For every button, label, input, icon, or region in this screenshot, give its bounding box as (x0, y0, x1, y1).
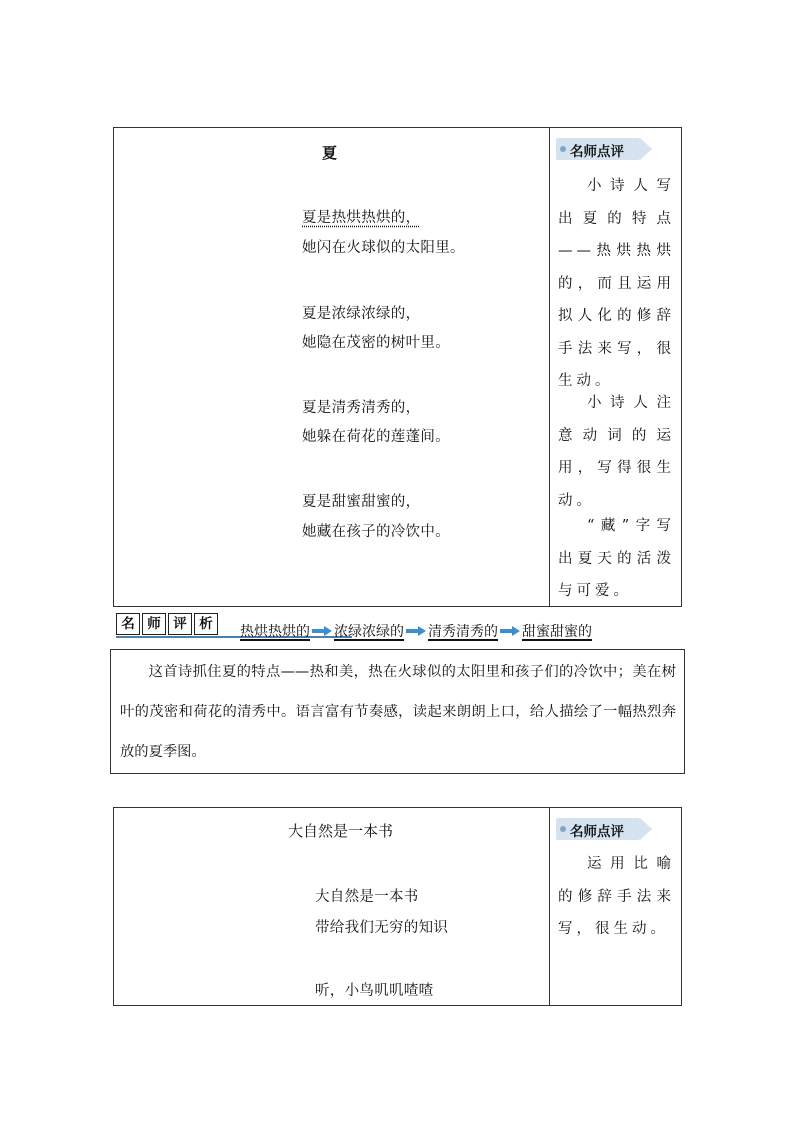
poem-line: 夏是甜蜜甜蜜的， (302, 494, 421, 510)
poem-line: 夏是浓绿浓绿的， (302, 306, 421, 322)
poem-title: 夏 (322, 144, 338, 162)
badge-char: 析 (194, 613, 218, 635)
flow-item: 热烘热烘的 (240, 624, 310, 640)
flow-item: 甜蜜甜蜜的 (522, 624, 592, 640)
badge-label: 名师点评 (570, 144, 624, 160)
badge-arrow-icon (640, 138, 652, 160)
badge-char: 评 (168, 613, 192, 635)
badge-dot-icon (560, 826, 566, 832)
arrow-right-icon (500, 627, 520, 635)
poem-line (302, 206, 420, 227)
badge-arrow-icon (640, 818, 652, 840)
flow-item: 清秀清秀的 (428, 624, 498, 640)
analysis-text: 这首诗抓住夏的特点——热和美，热在火球似的太阳里和孩子们的冷饮中；美在树叶的茂密和荷花的清秀中。语言富有节奏感，读起来朗朗上口，给人描绘了一幅热烈奔放的夏季图。 (120, 664, 676, 760)
poem-line-text: 夏是热烘热烘的， (302, 210, 421, 226)
comment-3: “藏”字写出夏天的活泼与可爱。 (558, 518, 675, 599)
poem-body (114, 128, 550, 606)
arrow-right-icon (406, 627, 426, 635)
poem-line: 夏是清秀清秀的， (302, 400, 421, 416)
poem-line: 听，小鸟叽叽喳喳 (315, 983, 434, 999)
poem-line: 她藏在孩子的冷饮中。 (302, 524, 450, 540)
analysis-flow (240, 621, 592, 641)
poem-line: 她躲在荷花的莲蓬间。 (302, 429, 450, 445)
comment-1: 运用比喻的修辞手法来写，很生动。 (558, 856, 675, 937)
poem-body (114, 808, 550, 1005)
teacher-comment-badge (556, 138, 650, 160)
poem-table-nature (113, 807, 682, 1006)
comment-1: 小诗人写出夏的特点——热烘热烘的，而且运用拟人化的修辞手法来写，很生动。 (558, 178, 675, 389)
poem-line: 她闪在火球似的太阳里。 (302, 240, 465, 256)
teacher-comment-column (550, 808, 681, 1005)
poem-line: 大自然是一本书 (315, 889, 419, 905)
poem-title: 大自然是一本书 (288, 822, 394, 840)
analysis-badge (116, 613, 220, 635)
arrow-right-icon (312, 627, 332, 635)
badge-char: 名 (116, 613, 140, 635)
teacher-comment-column (550, 128, 681, 606)
analysis-box (110, 649, 685, 774)
comment-2: 小诗人注意动词的运用，写得很生动。 (558, 395, 675, 509)
flow-item: 浓绿浓绿的 (334, 624, 404, 640)
poem-line: 带给我们无穷的知识 (315, 920, 449, 936)
teacher-comment-badge (556, 818, 650, 840)
poem-line: 她隐在茂密的树叶里。 (302, 335, 450, 351)
badge-label: 名师点评 (570, 824, 624, 840)
badge-dot-icon (560, 146, 566, 152)
analysis-header (116, 611, 656, 641)
poem-table-summer (113, 127, 682, 607)
badge-char: 师 (142, 613, 166, 635)
